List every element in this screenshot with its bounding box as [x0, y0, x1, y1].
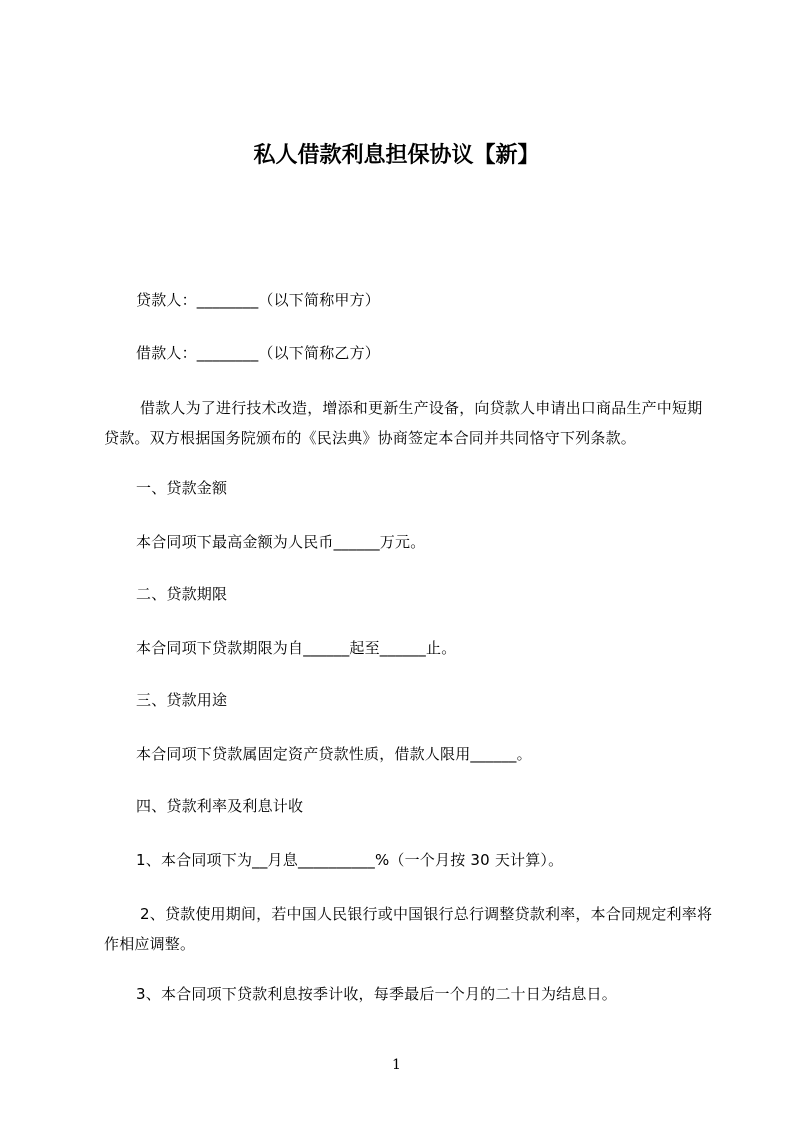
section-heading-interest: 四、贷款利率及利息计收	[136, 797, 304, 815]
term-clause: 本合同项下贷款期限为自______起至______止。	[136, 639, 457, 657]
intro-paragraph: 借款人为了进行技术改造，增添和更新生产设备，向贷款人申请出口商品生产中短期贷款。双方根据国务院颁布的《民法典》协商签定本合同并共同恪守下列条款。	[104, 399, 703, 447]
section-heading-amount: 一、贷款金额	[136, 479, 228, 497]
lender-line: 贷款人：________（以下简称甲方）	[136, 291, 381, 309]
interest-clause-2: 2、贷款使用期间，若中国人民银行或中国银行总行调整贷款利率，本合同规定利率将作相应调整。	[104, 905, 713, 953]
borrower-line: 借款人：________（以下简称乙方）	[136, 344, 381, 362]
section-heading-term: 二、贷款期限	[136, 585, 228, 603]
purpose-clause: 本合同项下贷款属固定资产贷款性质，借款人限用______。	[136, 745, 532, 763]
amount-clause: 本合同项下最高金额为人民币______万元。	[136, 533, 426, 551]
page-number: 1	[392, 1057, 401, 1073]
document-title: 私人借款利息担保协议【新】	[253, 143, 540, 168]
interest-clause-1: 1、本合同项下为__月息__________%（一个月按 30 天计算）。	[136, 851, 564, 869]
section-heading-purpose: 三、贷款用途	[136, 691, 228, 709]
interest-clause-3: 3、本合同项下贷款利息按季计收，每季最后一个月的二十日为结息日。	[136, 985, 617, 1003]
